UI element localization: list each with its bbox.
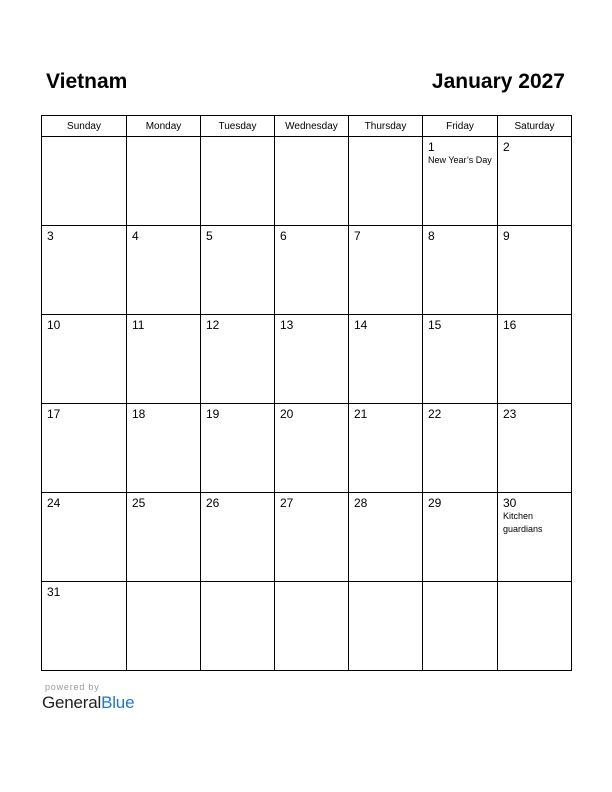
weekday-header-friday: Friday [423, 116, 498, 137]
day-cell [498, 137, 572, 226]
day-number: 11 [132, 318, 145, 332]
day-cell [127, 315, 201, 404]
day-cell [201, 493, 275, 582]
day-cell [349, 582, 423, 671]
day-number: 8 [428, 229, 435, 243]
day-number: 29 [428, 496, 442, 510]
day-number [498, 582, 571, 585]
week-row [42, 493, 572, 582]
day-cell [127, 137, 201, 226]
day-number: 22 [428, 407, 442, 421]
day-number [201, 582, 274, 585]
day-number: 16 [503, 318, 517, 332]
week-row [42, 404, 572, 493]
day-number: 12 [206, 318, 220, 332]
generalblue-logo[interactable] [42, 693, 134, 713]
day-cell [423, 582, 498, 671]
day-number: 25 [132, 496, 146, 510]
day-cell [275, 582, 349, 671]
day-cell [423, 137, 498, 226]
day-number: 2 [503, 140, 510, 154]
week-row [42, 226, 572, 315]
powered-by-text: powered by [45, 682, 100, 692]
logo-general-text: General [42, 693, 102, 712]
day-number [201, 137, 274, 140]
day-cell [201, 137, 275, 226]
day-number: 21 [354, 407, 368, 421]
day-number [127, 137, 200, 140]
day-cell [275, 493, 349, 582]
day-number [275, 137, 348, 140]
day-number: 19 [206, 407, 220, 421]
day-cell [275, 404, 349, 493]
week-row [42, 137, 572, 226]
day-number: 15 [428, 318, 442, 332]
weekday-header-sunday: Sunday [42, 116, 127, 137]
day-number [42, 137, 126, 140]
day-number: 31 [47, 585, 61, 599]
day-cell [127, 226, 201, 315]
day-number: 24 [47, 496, 61, 510]
day-cell [423, 315, 498, 404]
day-cell [42, 404, 127, 493]
week-row [42, 582, 572, 671]
day-number: 13 [280, 318, 294, 332]
day-cell [42, 582, 127, 671]
day-cell [127, 404, 201, 493]
day-number: 20 [280, 407, 294, 421]
day-cell [349, 493, 423, 582]
day-cell [423, 493, 498, 582]
day-number: 18 [132, 407, 146, 421]
weekday-header-thursday: Thursday [349, 116, 423, 137]
holiday-new-years-day: New Year’s Day [428, 155, 492, 165]
day-number: 17 [47, 407, 61, 421]
day-number [349, 582, 422, 585]
day-number: 3 [47, 229, 54, 243]
weekday-header-wednesday: Wednesday [275, 116, 349, 137]
day-cell [201, 226, 275, 315]
day-number [349, 137, 422, 140]
day-number: 23 [503, 407, 517, 421]
day-cell [498, 404, 572, 493]
weekday-header-monday: Monday [127, 116, 201, 137]
day-number [423, 582, 497, 585]
calendar-grid [41, 115, 572, 671]
day-number: 28 [354, 496, 368, 510]
weekday-header-row [42, 116, 572, 137]
day-number: 7 [354, 229, 361, 243]
day-cell [127, 493, 201, 582]
day-cell [423, 226, 498, 315]
day-number: 9 [503, 229, 510, 243]
day-number: 5 [206, 229, 213, 243]
weekday-header-saturday: Saturday [498, 116, 572, 137]
day-number: 4 [132, 229, 139, 243]
day-number: 30 [503, 496, 517, 510]
month-year-title: January 2027 [431, 70, 565, 93]
day-cell [498, 582, 572, 671]
day-cell [275, 137, 349, 226]
day-cell [201, 315, 275, 404]
day-number: 1 [428, 140, 435, 154]
day-cell [498, 493, 572, 582]
day-cell [498, 226, 572, 315]
holiday-kitchen-guardians: Kitchen guardians [503, 511, 543, 534]
day-cell [42, 226, 127, 315]
day-cell [42, 315, 127, 404]
day-number [275, 582, 348, 585]
day-number: 14 [354, 318, 368, 332]
day-number: 10 [47, 318, 61, 332]
day-cell [349, 137, 423, 226]
day-cell [349, 226, 423, 315]
day-number: 6 [280, 229, 287, 243]
day-cell [201, 582, 275, 671]
day-cell [423, 404, 498, 493]
week-row [42, 315, 572, 404]
day-cell [201, 404, 275, 493]
day-number [127, 582, 200, 585]
day-cell [349, 404, 423, 493]
day-cell [42, 493, 127, 582]
day-cell [275, 315, 349, 404]
day-number: 27 [280, 496, 294, 510]
day-cell [42, 137, 127, 226]
day-cell [349, 315, 423, 404]
day-number: 26 [206, 496, 220, 510]
day-cell [498, 315, 572, 404]
country-title: Vietnam [46, 70, 128, 93]
day-cell [127, 582, 201, 671]
day-cell [275, 226, 349, 315]
logo-blue-text: Blue [101, 693, 135, 712]
weekday-header-tuesday: Tuesday [201, 116, 275, 137]
